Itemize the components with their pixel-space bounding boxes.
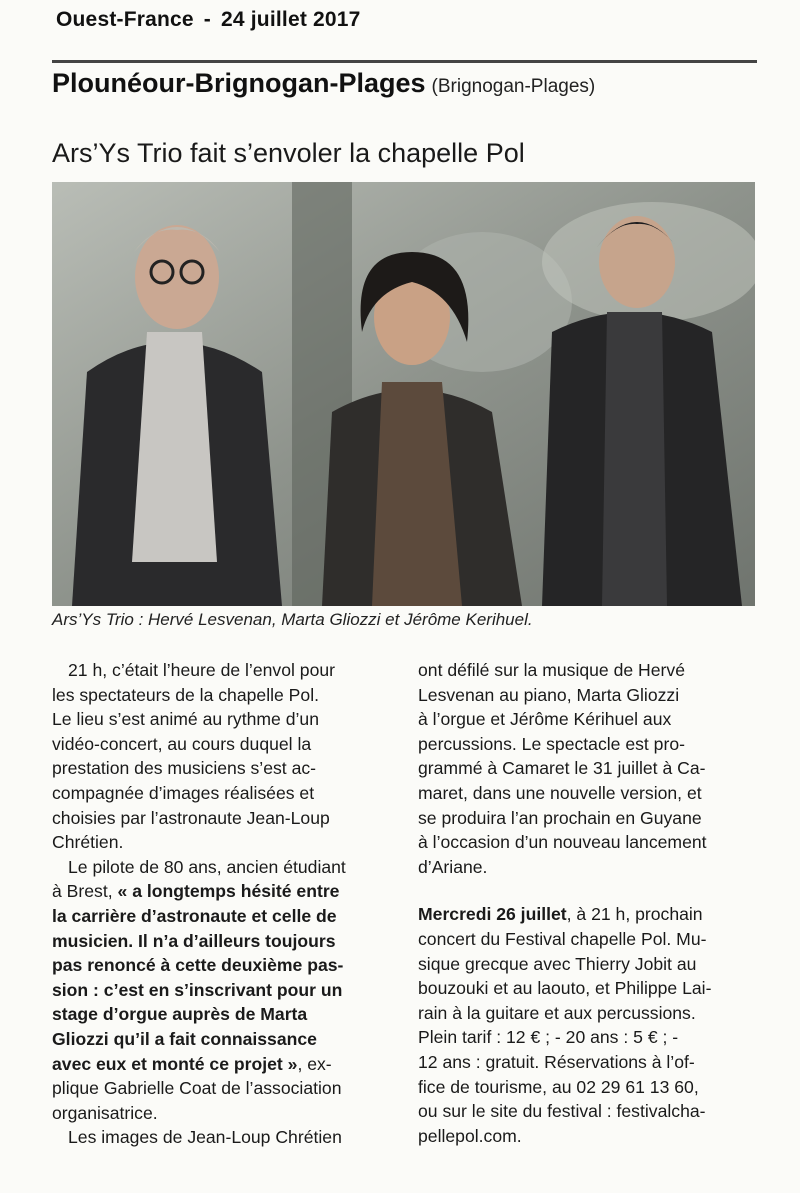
bold-text-run: Mercredi 26 juillet (418, 904, 567, 925)
text-line (52, 953, 392, 978)
text-run: compagnée d’images réalisées et (52, 782, 315, 803)
text-run: se produira l’an prochain en Guyane (418, 807, 702, 828)
text-line (52, 830, 392, 855)
text-line (52, 929, 392, 954)
text-run: d’Ariane. (418, 856, 488, 877)
bold-text-run: sion : c’est en s’inscrivant pour un (52, 979, 343, 1000)
text-run: 21 h, c’était l’heure de l’envol pour (68, 660, 336, 680)
text-run: sique grecque avec Thierry Jobit au (418, 953, 697, 974)
article-headline: Ars’Ys Trio fait s’envoler la chapelle Pol (52, 138, 525, 168)
publication-header (56, 8, 361, 32)
text-run: pellepol.com. (418, 1125, 522, 1146)
text-line (52, 1125, 392, 1150)
header-rule (52, 60, 757, 63)
text-run: concert du Festival chapelle Pol. Mu- (418, 928, 707, 949)
text-run: à l’orgue et Jérôme Kérihuel aux (418, 709, 672, 730)
bold-text-run: musicien. Il n’a d’ailleurs toujours (52, 930, 336, 951)
text-line (418, 1050, 760, 1075)
text-line (418, 658, 760, 683)
text-line (418, 707, 760, 732)
bold-text-run: la carrière d’astronaute et celle de (52, 905, 337, 926)
article-column-right (418, 658, 760, 1148)
text-run: choisies par l’astronaute Jean-Loup (52, 807, 330, 828)
text-line (418, 952, 760, 977)
text-line (52, 1101, 392, 1126)
photo-illustration (52, 182, 755, 606)
text-run: percussions. Le spectacle est pro- (418, 733, 685, 754)
text-line (52, 781, 392, 806)
text-run: rain à la guitare et aux percussions. (418, 1002, 696, 1023)
text-run: vidéo-concert, au cours duquel la (52, 733, 312, 754)
text-line (418, 781, 760, 806)
text-line (418, 806, 760, 831)
text-run: 12 ans : gratuit. Réservations à l’of- (418, 1051, 695, 1072)
bold-text-run: « a longtemps hésité entre (117, 881, 340, 902)
text-run: grammé à Camaret le 31 juillet à Ca- (418, 758, 706, 779)
bold-text-run: pas renoncé à cette deuxième pas- (52, 955, 344, 976)
text-run: organisatrice. (52, 1102, 158, 1123)
text-line (52, 1027, 392, 1052)
text-run: , à 21 h, prochain (566, 904, 703, 925)
text-line (418, 976, 760, 1001)
location-heading (52, 68, 595, 99)
text-line (52, 806, 392, 831)
town-subtitle: (Brignogan-Plages) (431, 76, 596, 97)
text-run: maret, dans une nouvelle version, et (418, 782, 702, 803)
header-separator: - (203, 8, 211, 31)
text-line (418, 756, 760, 781)
text-line (418, 1025, 760, 1050)
text-line (418, 732, 760, 757)
text-run: Lesvenan au piano, Marta Gliozzi (418, 684, 680, 705)
paragraph-gap (418, 879, 760, 902)
text-run: plique Gabrielle Coat de l’association (52, 1078, 342, 1099)
town-name: Plounéour-Brignogan-Plages (52, 68, 426, 98)
text-line (418, 1099, 760, 1124)
text-run: ou sur le site du festival : festivalcha- (418, 1101, 706, 1122)
text-run: à Brest, (52, 881, 118, 902)
bold-text-run: stage d’orgue auprès de Marta (52, 1004, 308, 1025)
text-line (52, 1002, 392, 1027)
text-run: prestation des musiciens s’est ac- (52, 758, 317, 779)
photo-caption: Ars’Ys Trio : Hervé Lesvenan, Marta Gliozzi et Jérôme Kerihuel. (52, 610, 533, 629)
article-column-left (52, 658, 392, 1150)
text-run: ont défilé sur la musique de Hervé (418, 660, 685, 680)
text-line (52, 732, 392, 757)
text-run: les spectateurs de la chapelle Pol. (52, 684, 319, 705)
text-line (52, 1076, 392, 1101)
text-run: à l’occasion d’un nouveau lancement (418, 832, 707, 853)
text-line (418, 830, 760, 855)
bold-text-run: Gliozzi qu’il a fait connaissance (52, 1028, 317, 1049)
bold-text-run: avec eux et monté ce projet » (52, 1053, 298, 1074)
text-run: Plein tarif : 12 € ; - 20 ans : 5 € ; - (418, 1027, 679, 1048)
text-run: Les images de Jean-Loup Chrétien (68, 1127, 342, 1148)
text-run: bouzouki et au laouto, et Philippe Lai- (418, 978, 712, 999)
text-line (52, 1052, 392, 1077)
text-line (52, 879, 392, 904)
text-line (52, 756, 392, 781)
publication-name: Ouest-France (56, 8, 194, 31)
text-run: , ex- (297, 1053, 332, 1074)
text-line (52, 658, 392, 683)
text-run: Le pilote de 80 ans, ancien étudiant (68, 856, 346, 877)
text-line (418, 1124, 760, 1149)
text-line (418, 1001, 760, 1026)
text-line (52, 683, 392, 708)
text-line (418, 927, 760, 952)
text-run: Chrétien. (52, 832, 124, 853)
text-line (52, 978, 392, 1003)
text-run: fice de tourisme, au 02 29 61 13 60, (418, 1076, 699, 1097)
text-line (418, 1075, 760, 1100)
article-photo (52, 182, 755, 606)
text-line (52, 707, 392, 732)
text-run: Le lieu s’est animé au rythme d’un (52, 709, 319, 730)
text-line (418, 902, 760, 927)
text-line (418, 855, 760, 880)
text-line (52, 855, 392, 880)
text-line (52, 904, 392, 929)
publication-date: 24 juillet 2017 (220, 8, 361, 31)
text-line (418, 683, 760, 708)
